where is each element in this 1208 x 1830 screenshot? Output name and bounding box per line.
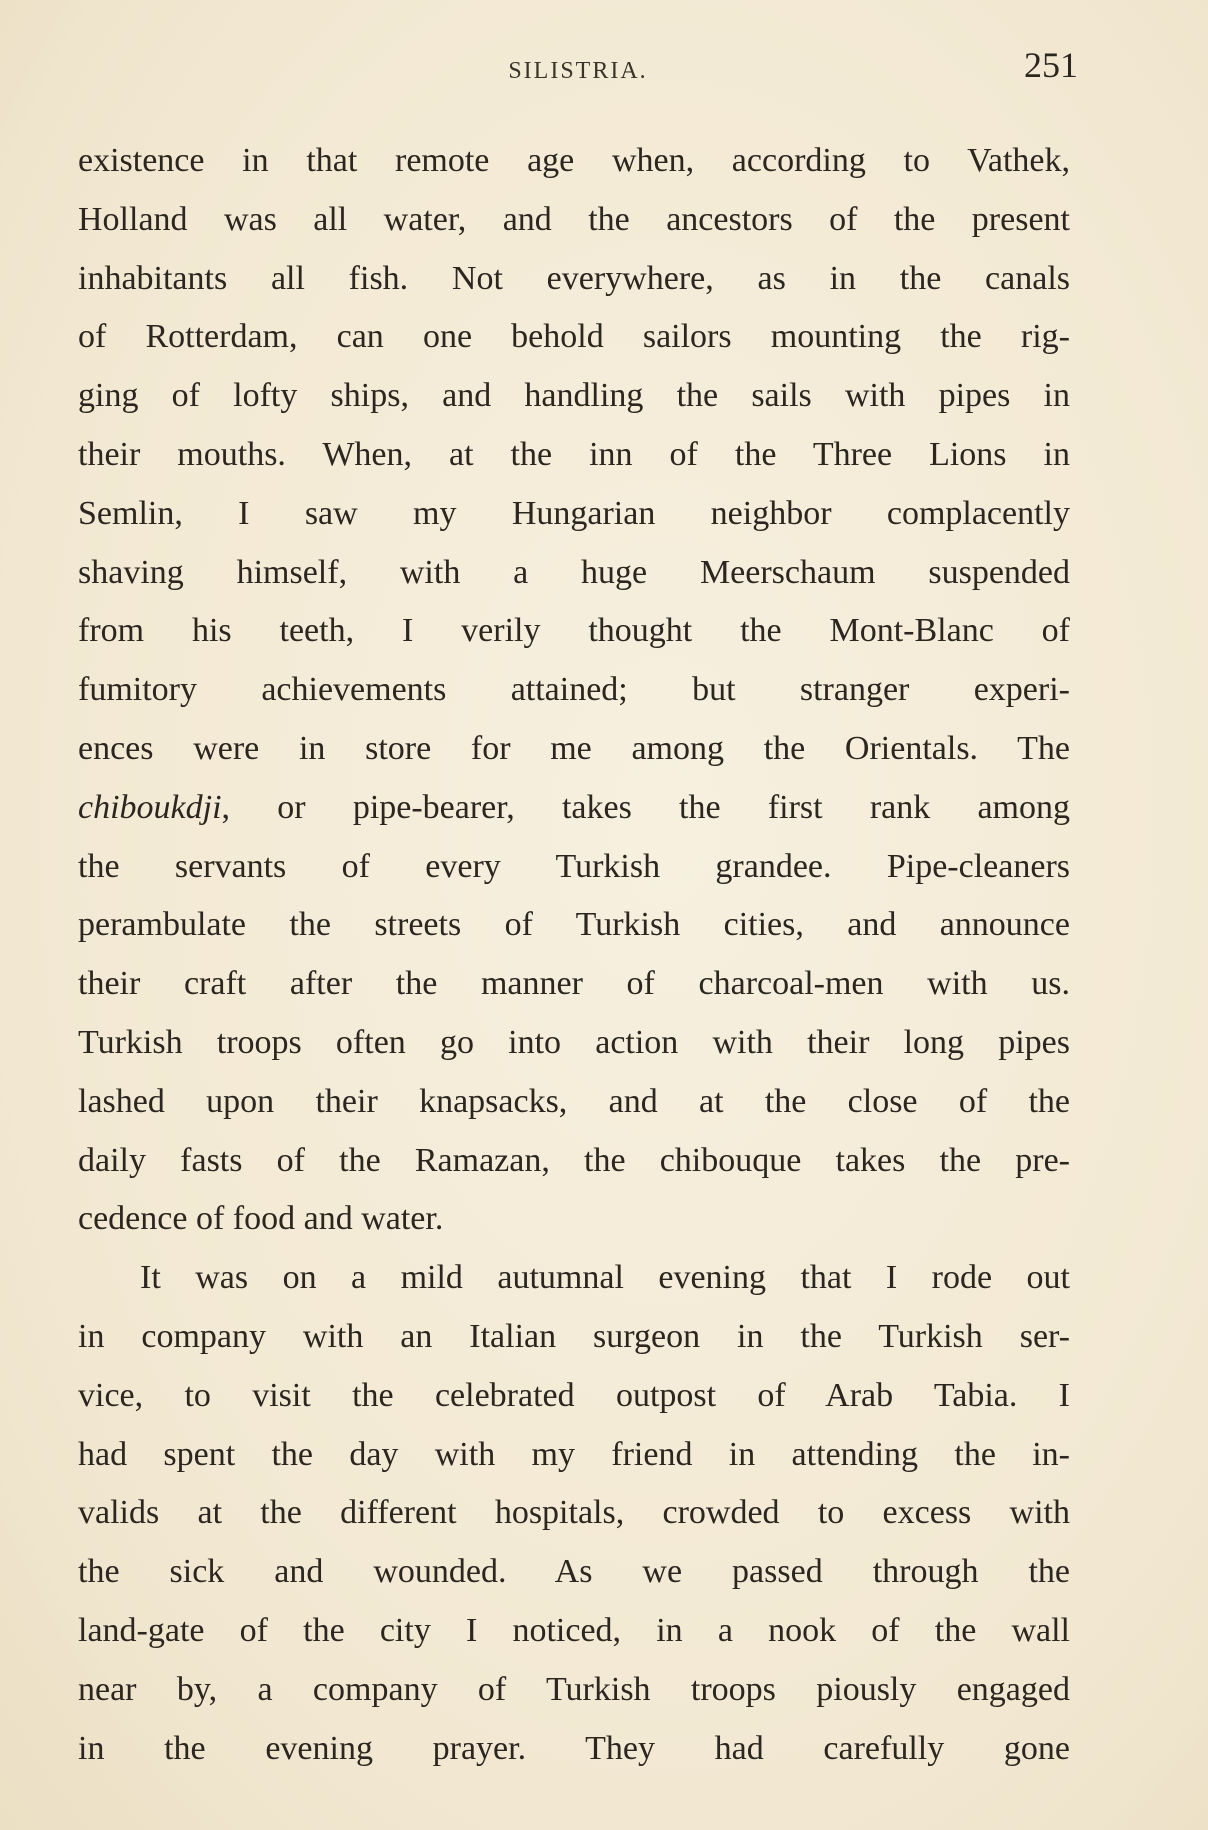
text-line-italic	[78, 779, 1070, 838]
paragraph-1	[78, 132, 1070, 1249]
text-line: the sick and wounded. As we passed through the	[78, 1553, 1070, 1591]
text-line: Semlin, I saw my Hungarian neighbor complacently	[78, 494, 1070, 532]
text-line: in the evening prayer. They had carefully gone	[78, 1729, 1070, 1767]
body-text	[78, 132, 1070, 1778]
text-line: near by, a company of Turkish troops piously engaged	[78, 1670, 1070, 1708]
text-line: ences were in store for me among the Orientals. The	[78, 729, 1070, 767]
text-line: the servants of every Turkish grandee. Pipe-cleaners	[78, 847, 1070, 885]
text-line: of Rotterdam, can one behold sailors mounting the rig-	[78, 318, 1070, 356]
text-line: their craft after the manner of charcoal-men with us.	[78, 965, 1070, 1003]
page-number: 251	[1024, 45, 1078, 85]
text-line: from his teeth, I verily thought the Mont-Blanc of	[78, 612, 1070, 650]
running-head: SILISTRIA.	[508, 58, 648, 84]
text-line: shaving himself, with a huge Meerschaum suspended	[78, 553, 1070, 591]
text-line: vice, to visit the celebrated outpost of Arab Tabia. I	[78, 1376, 1070, 1414]
paragraph-2	[78, 1249, 1070, 1778]
text-line: It was on a mild autumnal evening that I rode out	[140, 1259, 1070, 1297]
text-line: fumitory achievements attained; but stranger experi-	[78, 671, 1070, 709]
text-line: in company with an Italian surgeon in the Turkish ser-	[78, 1317, 1070, 1355]
text-line: land-gate of the city I noticed, in a nook of the wall	[78, 1611, 1070, 1649]
text-line: Turkish troops often go into action with their long pipes	[78, 1023, 1070, 1061]
text-line: perambulate the streets of Turkish cities, and announce	[78, 906, 1070, 944]
text-line: lashed upon their knapsacks, and at the close of the	[78, 1082, 1070, 1120]
text-line: valids at the different hospitals, crowded to excess with	[78, 1494, 1070, 1532]
text-line: cedence of food and water.	[78, 1200, 444, 1238]
page-header	[78, 44, 1078, 94]
text-line: ging of lofty ships, and handling the sails with pipes in	[78, 377, 1070, 415]
text-line-rest: , or pipe-bearer, takes the first rank among	[221, 788, 1070, 826]
italic-term: chiboukdji	[78, 788, 222, 826]
text-line: daily fasts of the Ramazan, the chibouque takes the pre-	[78, 1141, 1070, 1179]
text-line: their mouths. When, at the inn of the Three Lions in	[78, 435, 1070, 473]
text-line: existence in that remote age when, according to Vathek,	[78, 142, 1070, 179]
text-line: inhabitants all fish. Not everywhere, as in the canals	[78, 259, 1070, 297]
text-line: Holland was all water, and the ancestors of the present	[78, 200, 1070, 238]
text-line: had spent the day with my friend in attending the in-	[78, 1435, 1070, 1473]
